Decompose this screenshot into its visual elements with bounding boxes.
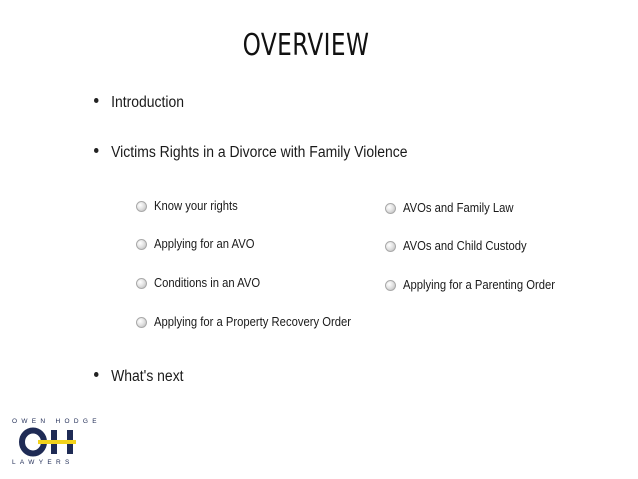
bullet-label: What's next (111, 368, 184, 385)
sub-item-conditions-avo (136, 276, 272, 290)
sub-item-avos-family-law (385, 201, 526, 215)
sub-item-know-your-rights (136, 199, 247, 213)
circle-bullet-icon (385, 280, 396, 291)
bullet-label: Victims Rights in a Divorce with Family Violence (111, 144, 408, 161)
circle-bullet-icon (136, 317, 147, 328)
logo-top-text: OWEN HODGE (12, 418, 101, 425)
bullet-dot-icon (94, 98, 99, 103)
sub-item-label: Conditions in an AVO (154, 276, 261, 290)
circle-bullet-icon (136, 278, 147, 289)
sub-item-parenting-order (385, 278, 572, 292)
owen-hodge-logo (12, 418, 101, 468)
oh-logo-mark-icon (18, 427, 78, 457)
sub-item-label: AVOs and Child Custody (403, 239, 527, 253)
logo-bottom-text: LAWYERS (12, 459, 74, 466)
bullet-victims-rights (94, 144, 408, 162)
bullet-label: Introduction (111, 94, 184, 111)
bullet-dot-icon (94, 148, 99, 153)
slide-title: OVERVIEW (242, 28, 370, 63)
bullet-whats-next (94, 368, 184, 386)
sub-item-applying-avo (136, 237, 266, 251)
circle-bullet-icon (136, 239, 147, 250)
circle-bullet-icon (136, 201, 147, 212)
circle-bullet-icon (385, 203, 396, 214)
circle-bullet-icon (385, 241, 396, 252)
sub-item-label: AVOs and Family Law (403, 201, 514, 215)
sub-item-label: Know your rights (154, 199, 238, 213)
sub-item-label: Applying for a Property Recovery Order (154, 315, 351, 329)
sub-item-label: Applying for a Parenting Order (403, 278, 555, 292)
sub-item-label: Applying for an AVO (154, 237, 255, 251)
bullet-introduction (94, 94, 184, 112)
bullet-dot-icon (94, 372, 99, 377)
sub-item-property-recovery (136, 315, 373, 329)
sub-item-avos-child-custody (385, 239, 540, 253)
